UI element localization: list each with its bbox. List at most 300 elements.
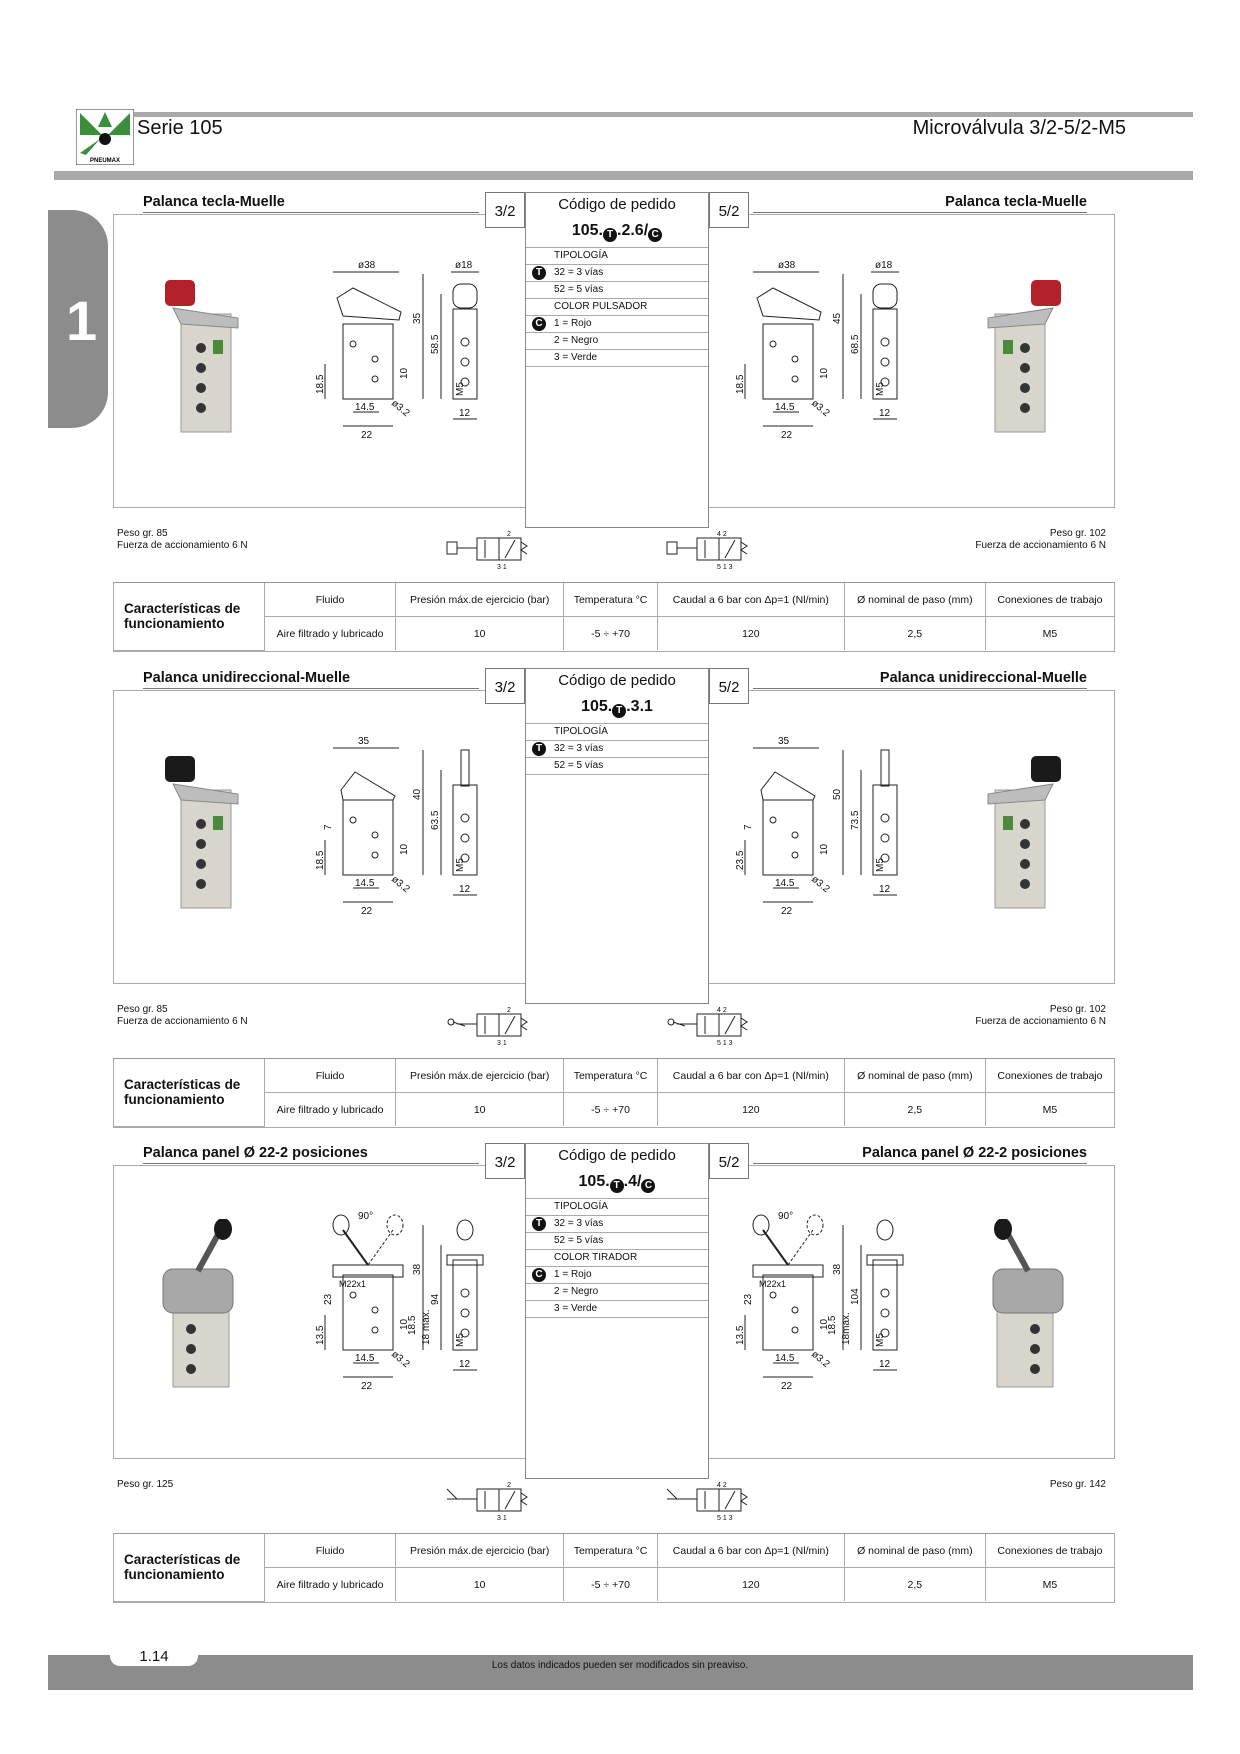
dim-w3: 12 (459, 408, 471, 419)
lever-button (1031, 756, 1061, 782)
mount-hole (792, 832, 798, 838)
spec-value-cell: Aire filtrado y lubricado (265, 617, 396, 651)
option-label: 1 = Rojo (554, 318, 592, 329)
body-outline (343, 324, 393, 399)
spec-value-cell: 120 (657, 617, 844, 651)
dim-hole: ø3.2 (389, 1348, 412, 1371)
peso-left (117, 1479, 173, 1491)
option-row (526, 741, 708, 758)
spec-value-cell: M5 (985, 1093, 1114, 1127)
side-port (881, 814, 889, 822)
option-label: 32 = 3 vías (554, 267, 604, 278)
spec-grid (114, 583, 1114, 651)
dim-h1: 45 (832, 312, 843, 324)
mount-hole (372, 376, 378, 382)
dim-h1: 38 (412, 1263, 423, 1275)
port-labels-top: 2 (507, 1482, 511, 1489)
spec-table (113, 1058, 1115, 1128)
lever-outline (341, 772, 395, 800)
pneumax-logo (76, 109, 134, 165)
badge-c-icon: C (532, 1268, 546, 1282)
spec-label-line-1: Características de (124, 1552, 241, 1568)
valve-square-1 (697, 538, 719, 560)
product-section (113, 1143, 1114, 1603)
spec-value-cell: -5 ÷ +70 (564, 617, 658, 651)
product-photo-left (143, 268, 263, 443)
valve-body (181, 790, 231, 908)
valve-square-1 (697, 1489, 719, 1511)
dim-thread: M22x1 (339, 1279, 367, 1289)
dimension-drawing-right (723, 1205, 933, 1410)
valve-body (997, 1309, 1053, 1387)
peso-right-force: Fuerza de accionamiento 6 N (975, 1016, 1106, 1027)
option-row (526, 316, 708, 333)
body-outline (763, 324, 813, 399)
badge-t-icon: T (610, 1179, 624, 1193)
peso-left-force: Fuerza de accionamiento 6 N (117, 1016, 248, 1027)
spec-header-row (114, 1059, 1114, 1093)
valve-square-1 (477, 1489, 499, 1511)
product-photo-left (143, 1219, 263, 1394)
spec-value-cell: 2,5 (844, 1093, 985, 1127)
dim-h3: 23.5 (735, 850, 746, 870)
spec-label-line-1: Características de (124, 1077, 241, 1093)
spec-header-cell: Fluido (265, 1534, 396, 1568)
valve-body (995, 790, 1045, 908)
dim-h3: 13.5 (735, 1325, 746, 1345)
spec-value-row (114, 1093, 1114, 1127)
page-number: 1.14 (110, 1648, 198, 1666)
spec-header-cell: Presión máx.de ejercicio (bar) (396, 583, 564, 617)
dim-h2: 104 (850, 1288, 861, 1305)
dimension-drawing-right (723, 730, 933, 935)
mount-hole (770, 1292, 776, 1298)
dim-h1: 50 (832, 788, 843, 800)
svg-text:PNEUMAX: PNEUMAX (89, 158, 121, 164)
peso-left-weight: Peso gr. 85 (117, 1004, 168, 1015)
dim-diam-2: ø18 (875, 260, 893, 271)
pneumatic-symbol-5-2 (663, 528, 773, 577)
flow-arrow (505, 1016, 515, 1034)
side-port (461, 834, 469, 842)
dim-port: M5 (455, 858, 466, 872)
dimension-drawing-left (303, 254, 513, 459)
spec-value-cell: 120 (657, 1568, 844, 1602)
dim-angle: 90° (358, 1211, 374, 1222)
port-labels-top: 2 (507, 1007, 511, 1014)
section-title-left: Palanca panel Ø 22-2 posiciones (143, 1143, 479, 1164)
dim-w1: 14.5 (775, 878, 795, 889)
dim-port: M5 (875, 1333, 886, 1347)
order-code-box (525, 1143, 709, 1479)
option-row (526, 265, 708, 282)
dim-h6: 18.5 (407, 1315, 418, 1335)
option-label: COLOR PULSADOR (554, 301, 648, 312)
label-sticker (1003, 340, 1013, 354)
dim-diam-1: ø38 (778, 260, 796, 271)
footer-note: Los datos indicados pueden ser modificados sin preaviso. (491, 1660, 749, 1671)
dim-w2: 22 (361, 430, 373, 441)
spring (521, 1018, 527, 1030)
code-prefix: 105. (581, 698, 613, 715)
spec-value-row (114, 617, 1114, 651)
spec-table (113, 582, 1115, 652)
option-label: COLOR TIRADOR (554, 1252, 638, 1263)
port-hole (1020, 343, 1030, 353)
spec-value-cell: Aire filtrado y lubricado (265, 1568, 396, 1602)
option-row (526, 299, 708, 316)
spec-value-cell: 10 (396, 1568, 564, 1602)
side-port (881, 358, 889, 366)
peso-right-weight: Peso gr. 142 (1049, 1479, 1106, 1490)
spec-header-cell: Caudal a 6 bar con Δp=1 (Nl/min) (657, 1534, 844, 1568)
side-port (881, 834, 889, 842)
dim-h2: 58.5 (430, 334, 441, 354)
side-port (461, 1309, 469, 1317)
dim-hole: ø3.2 (809, 397, 832, 420)
dim-w3: 12 (459, 1359, 471, 1370)
port-hole (196, 403, 206, 413)
peso-right-force: Fuerza de accionamiento 6 N (975, 540, 1106, 551)
spec-header-cell: Fluido (265, 583, 396, 617)
spec-header-cell: Ø nominal de paso (mm) (844, 1059, 985, 1093)
pneumatic-symbol-3-2 (443, 1004, 553, 1053)
knob-left (333, 1215, 349, 1235)
type-3-2-box: 3/2 (485, 668, 525, 704)
dim-w1: 14.5 (355, 1353, 375, 1364)
lever-button (1031, 280, 1061, 306)
option-label: 3 = Verde (554, 1303, 598, 1314)
spec-header-cell: Ø nominal de paso (mm) (844, 1534, 985, 1568)
port-hole (196, 859, 206, 869)
knob-side (457, 1220, 473, 1240)
spec-label (114, 1059, 265, 1126)
body-outline (763, 800, 813, 875)
button-actuator (667, 542, 677, 554)
dim-width: 35 (358, 736, 370, 747)
side-port (881, 1309, 889, 1317)
section-title-right: Palanca panel Ø 22-2 posiciones (753, 1143, 1087, 1164)
type-5-2-box: 5/2 (709, 1143, 749, 1179)
port-hole (196, 383, 206, 393)
lever-button (165, 756, 195, 782)
option-label: TIPOLOGÍA (554, 250, 608, 261)
option-row (526, 1199, 708, 1216)
port-labels-bottom: 3 1 (497, 564, 507, 571)
dim-port: M5 (875, 858, 886, 872)
side-cap (873, 284, 897, 308)
port-hole (1020, 859, 1030, 869)
dimension-drawing-left (303, 730, 513, 935)
mount-hole (350, 1292, 356, 1298)
port-labels-top: 4 2 (717, 1482, 727, 1489)
badge-c-icon: C (641, 1179, 655, 1193)
option-label: 52 = 5 vías (554, 1235, 604, 1246)
spec-table (113, 1533, 1115, 1603)
port-labels-top: 4 2 (717, 1007, 727, 1014)
port-hole (1020, 879, 1030, 889)
spec-value-cell: 10 (396, 1093, 564, 1127)
dim-h4: 10 (819, 1318, 830, 1330)
lever-outline (761, 772, 815, 800)
spring (741, 542, 747, 554)
spec-grid (114, 1059, 1114, 1127)
option-row (526, 1301, 708, 1318)
dim-h5: 7 (323, 824, 334, 830)
spec-header-cell: Presión máx.de ejercicio (bar) (396, 1059, 564, 1093)
order-code-box (525, 192, 709, 528)
option-row (526, 1267, 708, 1284)
product-section (113, 192, 1114, 652)
spec-label (114, 1534, 265, 1601)
order-code-value (526, 217, 708, 248)
valve-square-1 (477, 538, 499, 560)
mount-hole (350, 817, 356, 823)
mount-hole (770, 341, 776, 347)
code-prefix: 105. (571, 222, 603, 239)
order-code-title: Código de pedido (558, 672, 676, 689)
dim-h5: 23 (323, 1293, 334, 1305)
dim-w2: 22 (361, 906, 373, 917)
product-photo-left (143, 744, 263, 919)
port-labels-bottom: 5 1 3 (717, 1515, 733, 1522)
peso-left-force: Fuerza de accionamiento 6 N (117, 540, 248, 551)
product-section (113, 668, 1114, 1128)
spring (521, 1493, 527, 1505)
product-photo-right (963, 268, 1083, 443)
spec-header-cell: Temperatura °C (564, 1534, 658, 1568)
spec-label-line-2: funcionamiento (124, 616, 225, 632)
port-labels-top: 4 2 (717, 531, 727, 538)
spec-value-row (114, 1568, 1114, 1602)
badge-t-icon: T (612, 704, 626, 718)
label-sticker (213, 340, 223, 354)
valve-body (995, 314, 1045, 432)
dim-h1: 35 (412, 312, 423, 324)
option-label: 1 = Rojo (554, 1269, 592, 1280)
peso-right-weight: Peso gr. 102 (1049, 528, 1106, 539)
mount-hole (350, 341, 356, 347)
port-labels-top: 2 (507, 531, 511, 538)
dim-h3: 13.5 (315, 1325, 326, 1345)
port-labels-bottom: 3 1 (497, 1515, 507, 1522)
spec-header-row (114, 583, 1114, 617)
knob-right (807, 1215, 823, 1235)
option-row (526, 1233, 708, 1250)
option-label: 2 = Negro (554, 335, 599, 346)
spec-header-cell: Conexiones de trabajo (985, 583, 1114, 617)
mount-hole (372, 1307, 378, 1313)
spec-header-cell: Conexiones de trabajo (985, 1534, 1114, 1568)
dim-thread: M22x1 (759, 1279, 787, 1289)
option-label: 2 = Negro (554, 1286, 599, 1297)
spec-header-cell: Caudal a 6 bar con Δp=1 (Nl/min) (657, 583, 844, 617)
dim-diam-1: ø38 (358, 260, 376, 271)
mount-hole (792, 376, 798, 382)
dim-h5: 23 (743, 1293, 754, 1305)
side-stem (461, 750, 469, 786)
port-labels-bottom: 5 1 3 (717, 564, 733, 571)
type-5-2-box: 5/2 (709, 668, 749, 704)
spec-value-cell: Aire filtrado y lubricado (265, 1093, 396, 1127)
dim-h4: 10 (399, 1318, 410, 1330)
dim-width: 35 (778, 736, 790, 747)
port-hole (196, 363, 206, 373)
spec-header-cell: Conexiones de trabajo (985, 1059, 1114, 1093)
peso-right (975, 1004, 1106, 1028)
dim-w1: 14.5 (355, 402, 375, 413)
port-hole (1020, 839, 1030, 849)
option-label: TIPOLOGÍA (554, 1201, 608, 1212)
mount-hole (372, 1327, 378, 1333)
spec-label-line-2: funcionamiento (124, 1567, 225, 1583)
product-photo-right (963, 1219, 1083, 1394)
chapter-number: 1 (66, 289, 98, 352)
section-title-left: Palanca unidireccional-Muelle (143, 668, 479, 689)
dim-hole: ø3.2 (389, 873, 412, 896)
spec-value-cell: -5 ÷ +70 (564, 1093, 658, 1127)
option-row (526, 350, 708, 367)
badge-t-icon: T (603, 228, 617, 242)
option-label: 32 = 3 vías (554, 1218, 604, 1229)
order-code-value (526, 1168, 708, 1199)
section-title-right: Palanca tecla-Muelle (753, 192, 1087, 213)
spec-header-cell: Presión máx.de ejercicio (bar) (396, 1534, 564, 1568)
spec-label-line-2: funcionamiento (124, 1092, 225, 1108)
dim-diam-2: ø18 (455, 260, 473, 271)
dim-w1: 14.5 (355, 878, 375, 889)
pneumatic-symbol-5-2 (663, 1004, 773, 1053)
side-port (881, 338, 889, 346)
peso-right (975, 528, 1106, 552)
dim-hole: ø3.2 (809, 1348, 832, 1371)
side-port (461, 358, 469, 366)
port-hole (1030, 1344, 1040, 1354)
peso-right (1050, 1479, 1106, 1491)
lever-actuator (667, 1489, 677, 1499)
option-label: TIPOLOGÍA (554, 726, 608, 737)
mount-hole (372, 832, 378, 838)
dim-h7: 18 max. (421, 1309, 432, 1345)
code-prefix: 105. (578, 1173, 610, 1190)
code-mid: .3.1 (626, 698, 653, 715)
dim-h2: 94 (430, 1293, 441, 1305)
option-row (526, 333, 708, 350)
flow-arrow (725, 540, 735, 558)
port-hole (186, 1324, 196, 1334)
peso-left (117, 528, 248, 552)
dim-port: M5 (455, 1333, 466, 1347)
option-label: 3 = Verde (554, 352, 598, 363)
dimension-drawing-right (723, 254, 933, 459)
dim-port: M5 (875, 382, 886, 396)
port-hole (196, 839, 206, 849)
panel-nut (163, 1269, 233, 1313)
dim-angle: 90° (778, 1211, 794, 1222)
port-hole (196, 879, 206, 889)
dim-h7: 18max. (841, 1312, 852, 1345)
spec-value-cell: 2,5 (844, 1568, 985, 1602)
lever-actuator (447, 1489, 457, 1499)
dim-w2: 22 (781, 430, 793, 441)
badge-t-icon: T (532, 742, 546, 756)
option-row (526, 724, 708, 741)
spec-header-row (114, 1534, 1114, 1568)
header-bottom-rule (54, 171, 1193, 180)
badge-t-icon: T (532, 1217, 546, 1231)
port-hole (196, 343, 206, 353)
lever-left (343, 1230, 368, 1265)
dimension-drawing-left (303, 1205, 513, 1410)
valve-body (181, 314, 231, 432)
spec-label-line-1: Características de (124, 601, 241, 617)
lever-knob (214, 1219, 232, 1240)
spring (741, 1018, 747, 1030)
peso-left (117, 1004, 248, 1028)
order-code-box (525, 668, 709, 1004)
dim-h3: 18.5 (735, 374, 746, 394)
spec-header-cell: Temperatura °C (564, 1059, 658, 1093)
port-labels-bottom: 3 1 (497, 1040, 507, 1047)
valve-body (173, 1309, 229, 1387)
option-row (526, 758, 708, 775)
dim-hole: ø3.2 (389, 397, 412, 420)
label-sticker (1003, 816, 1013, 830)
lever-right (788, 1230, 813, 1265)
dim-h3: 18.5 (315, 374, 326, 394)
dim-h2: 63.5 (430, 810, 441, 830)
type-5-2-box: 5/2 (709, 192, 749, 228)
mount-hole (792, 1307, 798, 1313)
pneumatic-symbol-5-2 (663, 1479, 773, 1528)
peso-left-weight: Peso gr. 125 (117, 1479, 174, 1490)
dim-w3: 12 (879, 408, 891, 419)
flow-arrow (725, 1491, 735, 1509)
panel-nut (993, 1269, 1063, 1313)
option-label: 52 = 5 vías (554, 760, 604, 771)
option-row (526, 1216, 708, 1233)
flow-arrow (505, 540, 515, 558)
option-row (526, 282, 708, 299)
port-hole (1020, 403, 1030, 413)
spec-grid (114, 1534, 1114, 1602)
dim-w2: 22 (361, 1381, 373, 1392)
side-stem (881, 750, 889, 786)
lever-outline (757, 288, 821, 320)
code-mid: .2.6/ (617, 222, 649, 239)
spec-value-cell: 10 (396, 617, 564, 651)
dim-port: M5 (455, 382, 466, 396)
type-3-2-box: 3/2 (485, 1143, 525, 1179)
mount-hole (770, 817, 776, 823)
spec-header-cell: Fluido (265, 1059, 396, 1093)
dim-w2: 22 (781, 906, 793, 917)
option-label: 32 = 3 vías (554, 743, 604, 754)
spec-value-cell: 2,5 (844, 617, 985, 651)
mount-hole (792, 852, 798, 858)
lever-outline (337, 288, 401, 320)
option-row (526, 1250, 708, 1267)
dim-h2: 73.5 (850, 810, 861, 830)
order-code-title: Código de pedido (558, 196, 676, 213)
product-title: Microválvula 3/2-5/2-M5 (912, 117, 1126, 139)
mount-hole (792, 1327, 798, 1333)
peso-left-weight: Peso gr. 85 (117, 528, 168, 539)
mount-hole (792, 356, 798, 362)
dim-h1: 38 (832, 1263, 843, 1275)
dim-h6: 18.5 (827, 1315, 838, 1335)
dim-h4: 10 (819, 843, 830, 855)
